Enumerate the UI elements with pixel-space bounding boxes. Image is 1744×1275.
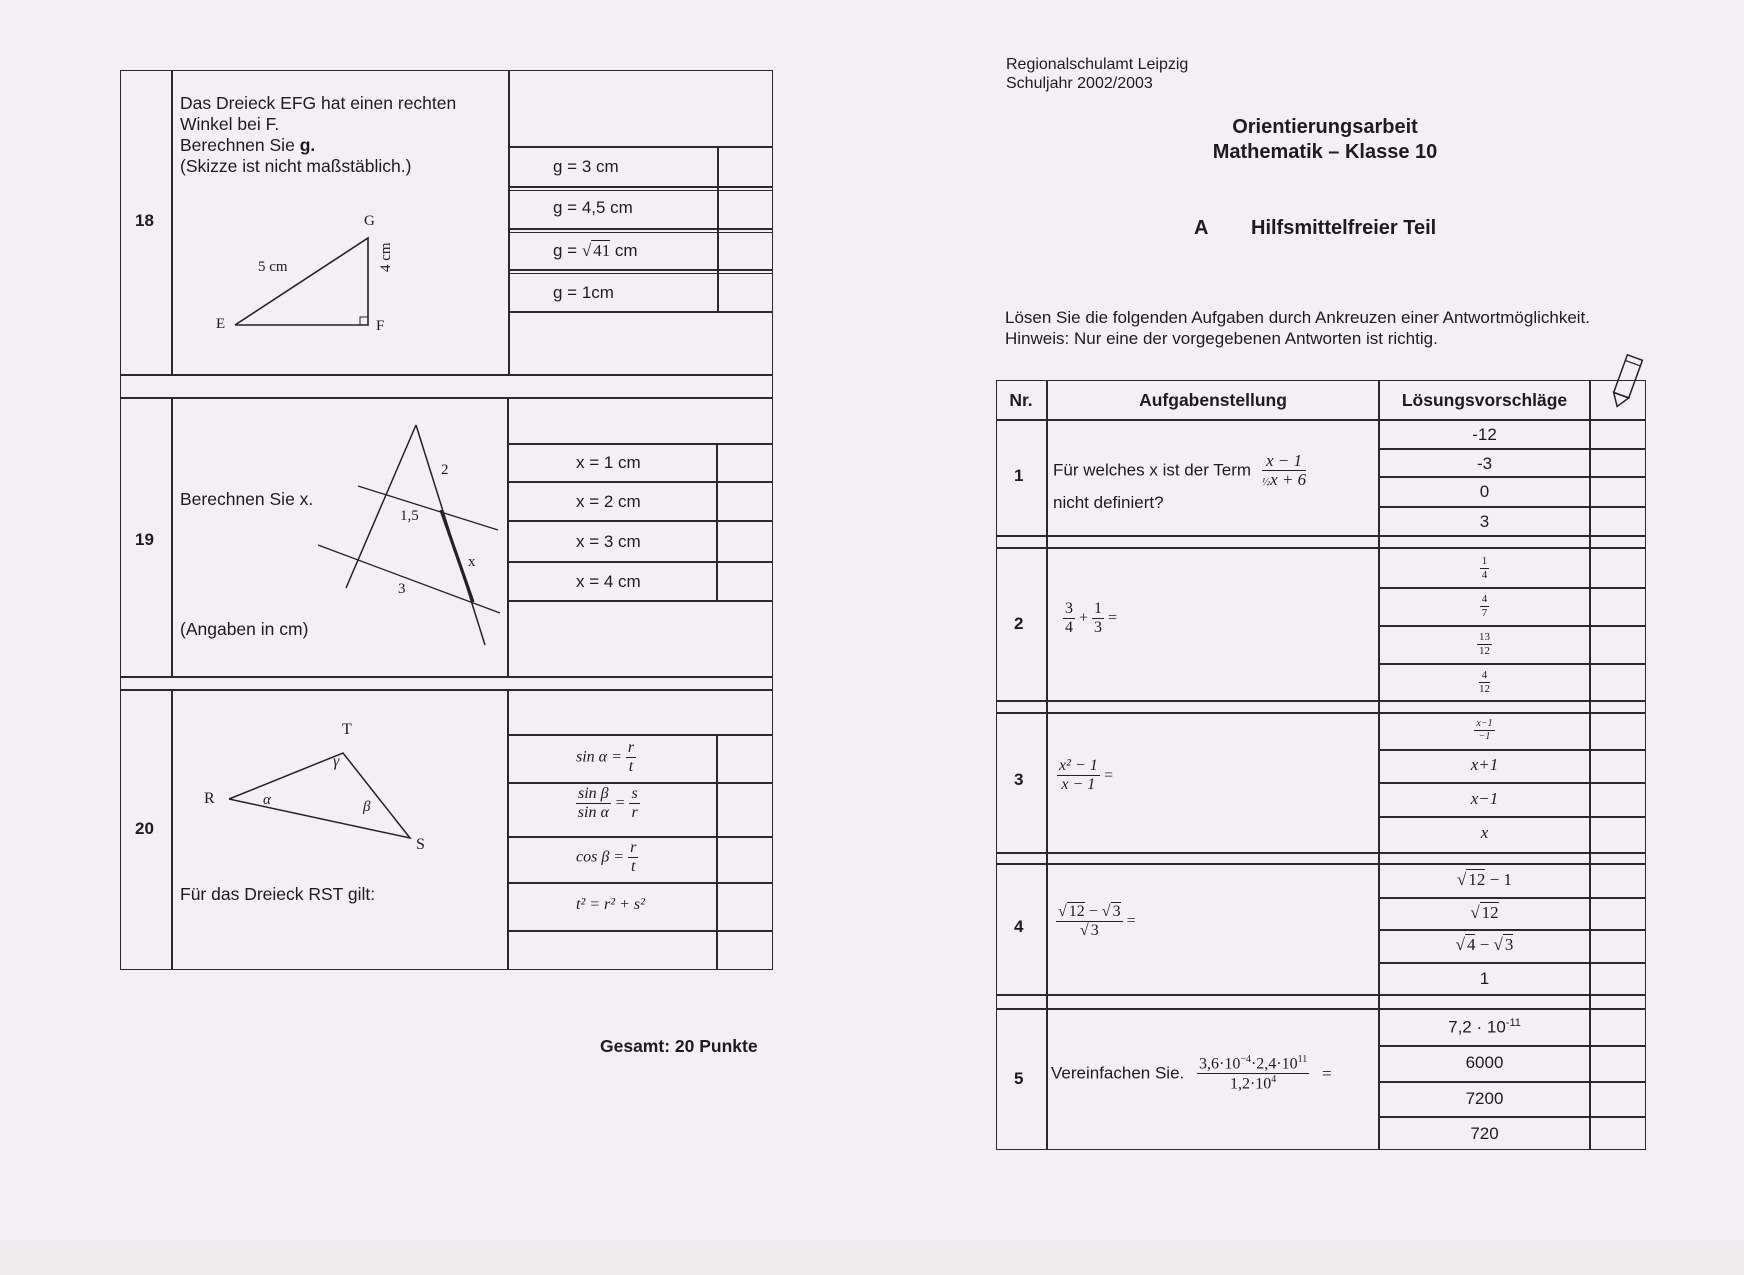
col-header-solutions: Lösungsvorschläge bbox=[1401, 390, 1568, 410]
label-4cm: 4 cm bbox=[378, 242, 394, 272]
label-r: R bbox=[204, 790, 215, 807]
option-3-d[interactable]: x bbox=[1480, 823, 1489, 842]
col-header-task: Aufgabenstellung bbox=[1139, 390, 1287, 410]
option-4-d[interactable]: 1 bbox=[1479, 969, 1490, 988]
option-5-c[interactable]: 7200 bbox=[1465, 1089, 1504, 1108]
label-f: F bbox=[376, 318, 385, 334]
section-title: Hilfsmittelfreier Teil bbox=[1251, 217, 1437, 239]
option-20-a[interactable]: sin α = $\frac{r}{t}$ bbox=[576, 739, 635, 775]
option-18-c[interactable]: g = √ 41 cm bbox=[553, 241, 638, 260]
triangle-efg-sketch bbox=[200, 205, 430, 345]
scan-bottom-edge bbox=[0, 1240, 1744, 1275]
option-3-a[interactable]: $\frac{x-1}{-1}$ bbox=[1476, 718, 1493, 742]
instructions: Lösen Sie die folgenden Aufgaben durch Ankreuzen einer Antwortmöglichkeit. Hinweis: Nur eine der vorgegebenen Antworten ist richtig. bbox=[1005, 308, 1591, 348]
section-letter: A bbox=[1194, 217, 1209, 239]
label-1-5: 1,5 bbox=[400, 508, 419, 524]
task-number-19: 19 bbox=[135, 530, 154, 549]
option-4-b[interactable]: √ 12 bbox=[1470, 903, 1499, 922]
label-2: 2 bbox=[441, 462, 449, 478]
option-2-d[interactable]: $\frac{4}{12}$ bbox=[1479, 669, 1490, 695]
option-1-d[interactable]: 3 bbox=[1479, 512, 1490, 531]
task-number-3: 3 bbox=[1014, 770, 1024, 789]
task-2-expression: $\frac{3}{4}$ + $\frac{1}{3}$ = bbox=[1065, 600, 1118, 636]
option-2-a[interactable]: $\frac{1}{4}$ bbox=[1481, 555, 1488, 581]
triangle-rst-sketch bbox=[215, 740, 425, 850]
option-3-b[interactable]: x+1 bbox=[1470, 755, 1499, 774]
task-3-expression: $\frac{\text{x² − 1}}{x - 1}$ = bbox=[1059, 757, 1114, 793]
option-18-d[interactable]: g = 1cm bbox=[553, 283, 614, 302]
option-20-b[interactable]: $\frac{\text{sin β}}{\text{sin α}}$ = $\frac{s}{r}$ bbox=[577, 785, 638, 821]
label-g: G bbox=[364, 213, 375, 229]
option-4-a[interactable]: √ 12 − 1 bbox=[1457, 870, 1512, 889]
task-1-text: Für welches x ist der Term $\frac{x - 1}{\text{½x + 6}}$ bbox=[1053, 451, 1307, 489]
option-19-c[interactable]: x = 3 cm bbox=[576, 532, 641, 551]
task-number-4: 4 bbox=[1014, 917, 1024, 936]
task-number-5: 5 bbox=[1014, 1069, 1024, 1088]
header-authority: Regionalschulamt Leipzig Schuljahr 2002/2003 bbox=[1006, 56, 1189, 92]
task-number-20: 20 bbox=[135, 819, 154, 838]
intercept-theorem-sketch bbox=[310, 420, 510, 650]
total-points: Gesamt: 20 Punkte bbox=[600, 1036, 758, 1056]
option-18-a[interactable]: g = 3 cm bbox=[553, 157, 619, 176]
col-header-nr: Nr. bbox=[1009, 390, 1033, 410]
task-number-18: 18 bbox=[135, 211, 154, 230]
option-20-c[interactable]: cos β = $\frac{r}{t}$ bbox=[576, 839, 637, 875]
label-gamma: γ bbox=[333, 753, 340, 770]
option-1-c[interactable]: 0 bbox=[1479, 482, 1490, 501]
option-5-a[interactable]: $7,2 \cdot 10^{-11}$ bbox=[1448, 1017, 1521, 1037]
page-title: Orientierungsarbeit Mathematik – Klasse 10 bbox=[1212, 116, 1438, 163]
option-20-d[interactable]: t² = r² + s² bbox=[576, 896, 645, 913]
task-number-2: 2 bbox=[1014, 614, 1024, 633]
task-20-text: Für das Dreieck RST gilt: bbox=[180, 884, 376, 904]
option-2-b[interactable]: $\frac{4}{7}$ bbox=[1481, 593, 1488, 619]
label-x: x bbox=[468, 554, 476, 570]
task-5-text: Vereinfachen Sie. $\frac{3,6\cdot 10^{-4}\cdot 2,4\cdot 10^{11}}{1,2\cdot 10^4}$ = bbox=[1051, 1054, 1332, 1093]
option-4-c[interactable]: √ 4 − √ 3 bbox=[1455, 935, 1514, 954]
option-2-c[interactable]: $\frac{13}{12}$ bbox=[1479, 631, 1490, 657]
label-t: T bbox=[342, 721, 352, 738]
label-s: S bbox=[416, 836, 425, 853]
label-5cm: 5 cm bbox=[258, 259, 288, 275]
option-5-d[interactable]: 720 bbox=[1470, 1124, 1499, 1143]
label-e: E bbox=[216, 316, 226, 332]
label-3: 3 bbox=[398, 581, 406, 597]
option-19-b[interactable]: x = 2 cm bbox=[576, 492, 641, 511]
label-beta: β bbox=[363, 799, 371, 815]
option-5-b[interactable]: 6000 bbox=[1465, 1053, 1504, 1072]
option-18-b[interactable]: g = 4,5 cm bbox=[553, 198, 633, 217]
option-19-d[interactable]: x = 4 cm bbox=[576, 572, 641, 591]
task-1-text-2: nicht definiert? bbox=[1053, 493, 1164, 512]
label-alpha: α bbox=[263, 792, 271, 808]
option-19-a[interactable]: x = 1 cm bbox=[576, 453, 641, 472]
option-1-a[interactable]: -12 bbox=[1472, 425, 1497, 444]
task-18-text: Das Dreieck EFG hat einen rechten Winkel bei F. Berechnen Sie g. (Skizze ist nicht maßstäblich.) bbox=[180, 93, 457, 176]
option-1-b[interactable]: -3 bbox=[1476, 454, 1493, 473]
task-19-units: (Angaben in cm) bbox=[180, 619, 309, 639]
option-3-c[interactable]: x−1 bbox=[1470, 789, 1499, 808]
task-4-expression: $\frac{√ 12 - √ 3}{√ 3}$ = bbox=[1058, 903, 1136, 939]
task-number-1: 1 bbox=[1014, 466, 1024, 485]
task-19-text: Berechnen Sie x. bbox=[180, 489, 314, 509]
